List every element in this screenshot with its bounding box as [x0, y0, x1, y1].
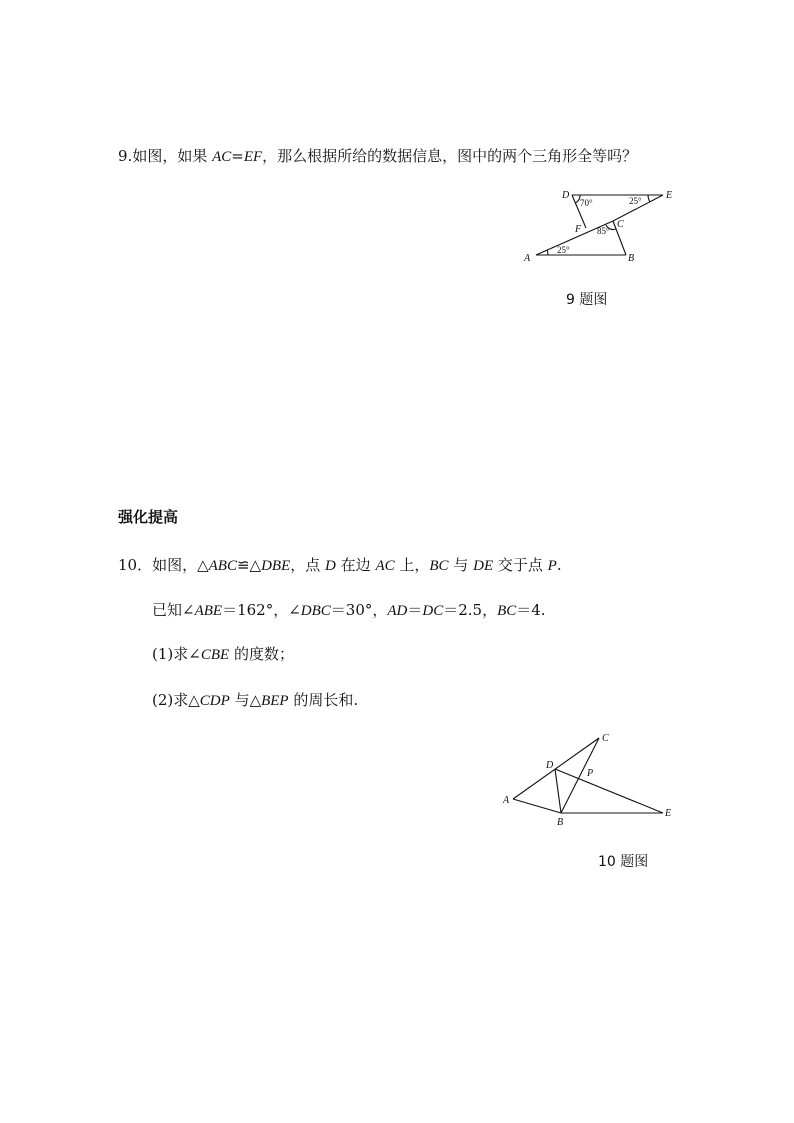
figure-10-caption: 10 题图 [598, 854, 649, 870]
var-bep: BEP [261, 693, 289, 709]
var-de: DE [473, 558, 494, 574]
angle-label-a: 25° [557, 245, 570, 255]
given-text: ＝30°， [330, 601, 388, 619]
point-label-f: F [575, 224, 582, 235]
point-label-b: B [557, 817, 564, 828]
question-9-text [118, 146, 637, 167]
angle-label-d: 70° [580, 198, 593, 208]
var-ac: AC [375, 558, 395, 574]
var-cbe: CBE [200, 647, 230, 663]
point-label-d: D [562, 190, 570, 201]
point-label-c: C [602, 733, 609, 744]
figure-9-lines [536, 195, 663, 255]
segment-db [555, 769, 561, 813]
var-bc: BC [497, 603, 517, 619]
q9-text-2: ，那么根据所给的数据信息，图中的两个三角形全等吗？ [262, 147, 638, 165]
q10-text: 上， [394, 556, 430, 574]
given-text: 已知∠ [152, 601, 195, 619]
var-abc: ABC [208, 558, 237, 574]
q10-text: 在边 [335, 556, 376, 574]
part-text: 的周长和. [288, 691, 359, 709]
part-text: 与△ [229, 691, 262, 709]
angle-label-c: 85° [597, 226, 610, 236]
var-ad: AD [387, 603, 408, 619]
angle-mark-e [648, 195, 650, 202]
part-text: (1)求∠ [152, 645, 201, 663]
var-dbc: DBC [300, 603, 331, 619]
var-ef: EF [243, 149, 263, 165]
q10-text: ，点 [290, 556, 326, 574]
part-text: 的度数； [229, 645, 294, 663]
given-text: ＝4. [516, 601, 546, 619]
figure-9 [510, 180, 690, 270]
var-dbe: DBE [261, 558, 291, 574]
q10-text: 如图，△ [152, 556, 209, 574]
question-number: 10． [118, 556, 153, 574]
point-label-a: A [524, 253, 531, 264]
point-label-e: E [665, 808, 672, 819]
var-ac: AC [212, 149, 232, 165]
angle-mark-a [547, 250, 548, 255]
q10-text: ≌△ [236, 556, 262, 574]
point-label-p: P [587, 768, 594, 779]
var-cdp: CDP [199, 693, 230, 709]
point-label-b: B [628, 253, 635, 264]
var-p: P [547, 558, 557, 574]
var-abe: ABE [194, 603, 223, 619]
var-dc: DC [422, 603, 444, 619]
var-d: D [325, 558, 336, 574]
segment-bc [561, 738, 599, 813]
q10-text: . [556, 556, 562, 574]
figure-9-caption: 9 题图 [566, 292, 608, 308]
segment-ab [513, 799, 561, 813]
given-text: ＝2.5， [443, 601, 498, 619]
part-text: (2)求△ [152, 691, 200, 709]
segment-de [555, 769, 663, 813]
point-label-a: A [503, 795, 510, 806]
given-text: ＝162°，∠ [222, 601, 301, 619]
given-text: ＝ [407, 601, 423, 619]
point-label-d: D [546, 760, 554, 771]
question-10-part-2 [152, 690, 358, 711]
point-label-c: C [617, 219, 624, 230]
question-10-part-1 [152, 644, 294, 665]
q10-text: 交于点 [493, 556, 548, 574]
figure-10 [495, 725, 685, 835]
section-heading: 强化提高 [118, 508, 179, 526]
equals-sign: = [231, 147, 244, 165]
question-10-given [152, 600, 546, 621]
q10-text: 与 [448, 556, 474, 574]
point-label-e: E [666, 190, 673, 201]
angle-label-e: 25° [629, 196, 642, 206]
question-10-text [118, 555, 562, 576]
q9-text-1: 如图，如果 [132, 147, 213, 165]
var-bc: BC [429, 558, 449, 574]
question-number: 9. [118, 147, 133, 165]
